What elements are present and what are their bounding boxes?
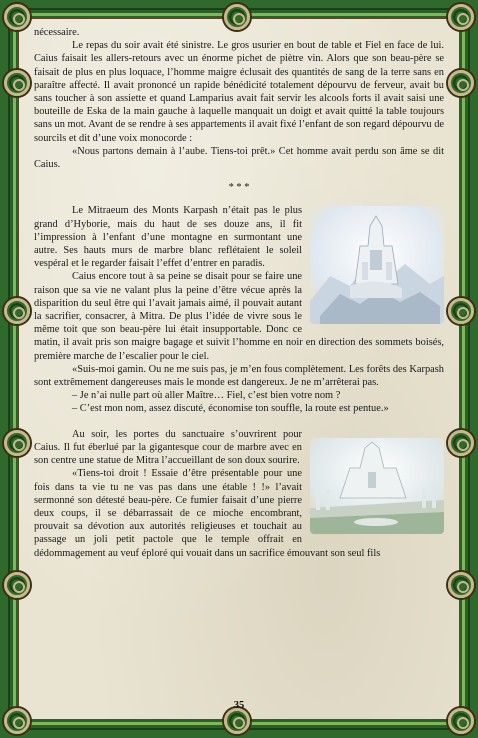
paragraph: Caius encore tout à sa peine se disait pour se faire une raison que sa vie ne valant plus la peine d’être vécue après la disparition du seul être qui l’avait jamais aimé, il pouvait autant la sacrifier, consacrer, à Mitra. De plus l’idée de vivre sous le même toit que son beau-père lui était insupportable. Donc ce matin, il avait pris son maigre bagage et suivit l’homme en noir en direction des sommets boisés, première marche de l’escalier pour le ciel. (34, 271, 444, 362)
celtic-knot-icon (4, 572, 30, 598)
celtic-knot-icon (448, 572, 474, 598)
temple-courtyard-image (310, 438, 444, 534)
section-break: * * * (228, 182, 250, 194)
paragraph: Le repas du soir avait été sinistre. Le gros usurier en bout de table et Fiel en face de lui. Caius faisait les allers-retours avec un énorme pichet de piètre vin. Alors que son beau-père se faisait de plus en plus loquace, l’homme maigre éclusait des quantités de sang de la terre sans en paraître affecté. Il avait prononcé un rapide bénédicité totalement dépourvu de ferveur, avait bu sans toucher à son assiette et quand Lamparius avait fait servir les alcools forts il avait saisi une bouteille de Eska de la main gauche à laquelle manquait un doigt et avait quitté la table toujours sans un mot. Avant de se rendre à ses appartements il avait fixé l’enfant de son regard dépourvu de sourcils et dit d’une voix monocorde : (34, 40, 444, 144)
paragraph: «Suis-moi gamin. Ou ne me suis pas, je m’en fous complètement. Les forêts des Karpash sont extrêmement dangereuses mais le monde est dangereux. Je ne m’arrêterai pas. (34, 363, 444, 389)
paragraph: «Nous partons demain à l’aube. Tiens-toi prêt.» Cet homme avait perdu son âme se dit Caius. (34, 145, 444, 171)
dialogue-line: – Je n’ai nulle part où aller Maître… Fiel, c’est bien votre nom ? (72, 390, 341, 402)
page-number: 35 (233, 700, 245, 711)
celtic-knot-icon (4, 4, 30, 30)
celtic-knot-icon (4, 708, 30, 734)
celtic-knot-icon (448, 4, 474, 30)
mountain-temple-image (310, 206, 444, 324)
celtic-knot-icon (448, 430, 474, 456)
spacer (34, 416, 444, 428)
celtic-knot-icon (448, 708, 474, 734)
celtic-knot-icon (4, 298, 30, 324)
paragraph: «Tiens-toi droit ! Essaie d’être présentable pour une fois dans ta vie tu ne vas pas dans une étable ! !» l’avait sermonné son détesté beau-père. Ce fumier faisait d’une pierre deux coups, il se débarrassait de ce mioche encombrant, prouvait sa dévotion aux autorités religieuses et touchait au passage un joli petit pactole que le temple offrait en dédommagement au veuf éploré qui vouait dans un sacrifice émouvant son seul fils (34, 468, 381, 559)
page-text (34, 26, 444, 560)
celtic-knot-icon (224, 708, 250, 734)
celtic-knot-icon (4, 430, 30, 456)
paragraph: Au soir, les portes du sanctuaire s’ouvrirent pour Caius. Il fut éberlué par la gigantesque cour de marbre avec en son centre une statue de Mitra l’accueillant de son doux sourire. (34, 428, 302, 467)
paragraph: Le Mitraeum des Monts Karpash n’était pas le plus grand d’Hyborie, mais du haut de ses douze ans, il fit l’impression à l’enfant d’une montagne en surmontant une autre. Ses hauts murs de marbre blanc reflétaient le soleil vespéral et le regarder faisait l’effet d’entrer en paradis. (34, 205, 302, 270)
celtic-knot-icon (4, 70, 30, 96)
dialogue-line: – C’est mon nom, assez discuté, économise ton souffle, la route est pentue.» (72, 403, 389, 415)
celtic-knot-icon (448, 70, 474, 96)
celtic-knot-icon (448, 298, 474, 324)
paragraph: nécessaire. (34, 27, 80, 38)
